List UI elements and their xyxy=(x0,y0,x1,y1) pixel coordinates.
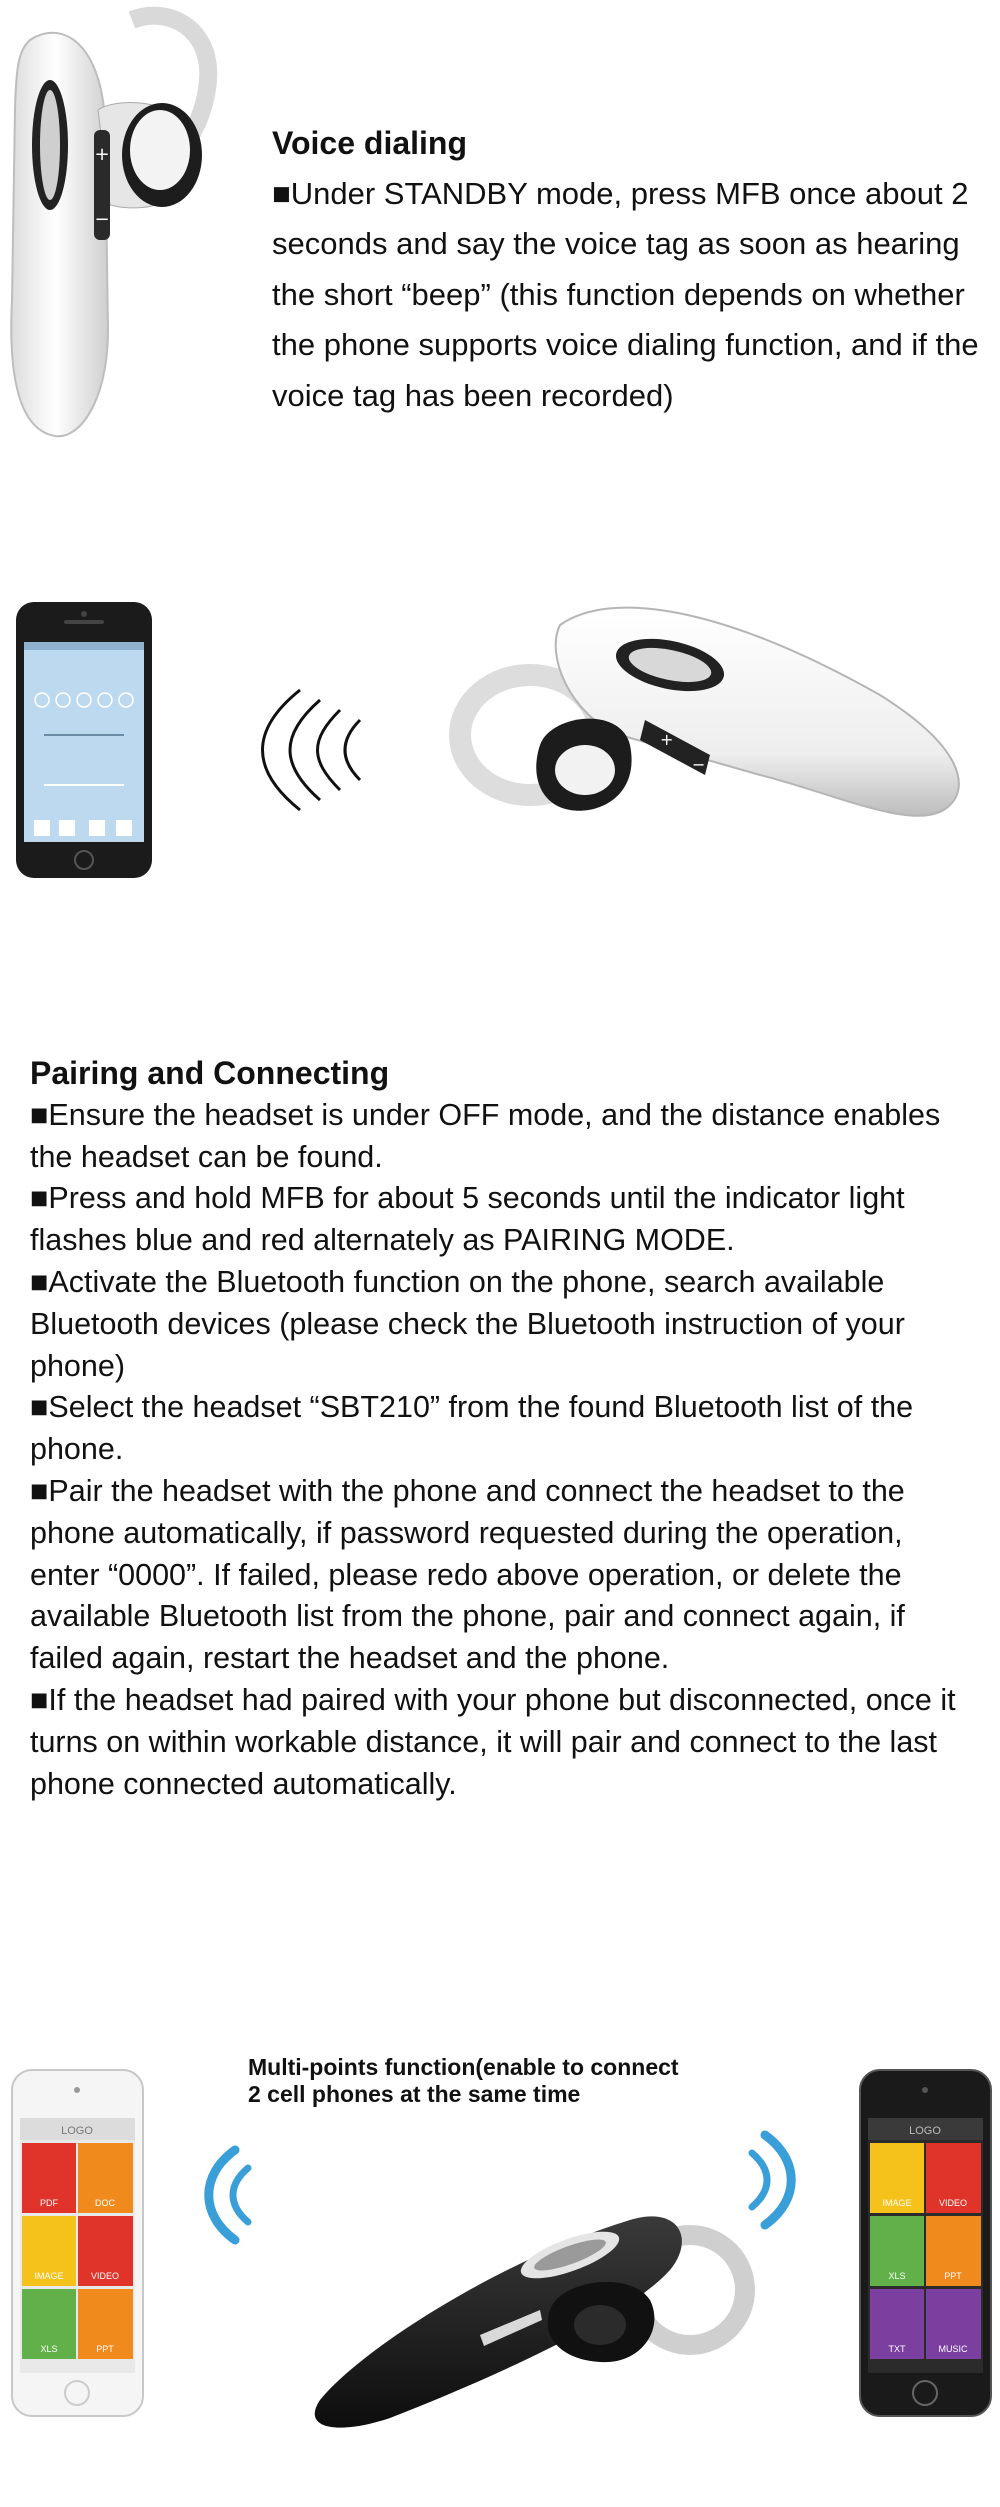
left-tile-label: IMAGE xyxy=(34,2271,64,2281)
left-signal-icon xyxy=(180,2140,250,2250)
pairing-paragraph: ■Press and hold MFB for about 5 seconds until the indicator light flashes blue and red alternately as PAIRING MODE. xyxy=(30,1181,905,1258)
left-phone-header: LOGO xyxy=(61,2125,93,2137)
left-tile-label: PPT xyxy=(96,2344,114,2354)
phone-image xyxy=(14,600,154,880)
multipoint-caption xyxy=(248,2054,768,2108)
left-tile-label: PDF xyxy=(40,2198,58,2208)
pairing-paragraph: ■Activate the Bluetooth function on the phone, search available Bluetooth devices (please check the Bluetooth instruction of your phone) xyxy=(30,1264,905,1383)
left-tile-label: DOC xyxy=(95,2198,115,2208)
voice-dialing-section xyxy=(272,118,992,421)
voice-dialing-paragraph: ■Under STANDBY mode, press MFB once about 2 seconds and say the voice tag as soon as hearing the short “beep” (this function depends on whether the phone supports voice dialing function, and if the voice tag has been recorded) xyxy=(272,175,979,413)
pairing-paragraph: ■Pair the headset with the phone and connect the headset to the phone automatically, if password requested during the operation, enter “0000”. If failed, please redo above operation, or delete the available Bluetooth list from the phone, pair and connect again, if failed again, restart the headset and the phone. xyxy=(30,1473,905,1676)
white-headset-image xyxy=(0,0,220,450)
right-black-phone-image xyxy=(858,2068,993,2418)
pairing-paragraph: ■If the headset had paired with your phone but disconnected, once it turns on within workable distance, it will pair and connect to the last phone connected automatically. xyxy=(30,1682,956,1801)
right-tile-label: XLS xyxy=(888,2271,906,2281)
white-headset-side-image xyxy=(460,595,980,915)
multipoint-caption-line1: Multi-points function(enable to connect xyxy=(248,2054,679,2080)
svg-text:−: − xyxy=(94,209,110,230)
pairing-section xyxy=(30,1053,980,1805)
pairing-paragraph: ■Select the headset “SBT210” from the found Bluetooth list of the phone. xyxy=(30,1390,914,1467)
right-tile-label: VIDEO xyxy=(938,2198,968,2208)
right-signal-icon xyxy=(750,2125,820,2235)
left-tile-label: XLS xyxy=(40,2344,58,2354)
black-headset-image xyxy=(300,2150,760,2470)
pairing-title: Pairing and Connecting xyxy=(30,1055,390,1091)
right-tile-label: TXT xyxy=(888,2344,906,2354)
svg-text:−: − xyxy=(692,755,706,774)
right-phone-header: LOGO xyxy=(909,2125,941,2137)
bluetooth-signal-icon xyxy=(260,685,370,815)
right-tile-label: IMAGE xyxy=(882,2198,912,2208)
right-tile-label: MUSIC xyxy=(938,2344,968,2354)
left-white-phone-image xyxy=(10,2068,145,2418)
left-tile-label: VIDEO xyxy=(90,2271,120,2281)
svg-text:+: + xyxy=(94,144,110,165)
svg-text:+: + xyxy=(660,730,674,749)
multipoint-caption-line2: 2 cell phones at the same time xyxy=(248,2081,581,2107)
pairing-paragraph: ■Ensure the headset is under OFF mode, and the distance enables the headset can be found. xyxy=(30,1097,941,1174)
voice-dialing-title: Voice dialing xyxy=(272,125,467,161)
right-tile-label: PPT xyxy=(944,2271,962,2281)
